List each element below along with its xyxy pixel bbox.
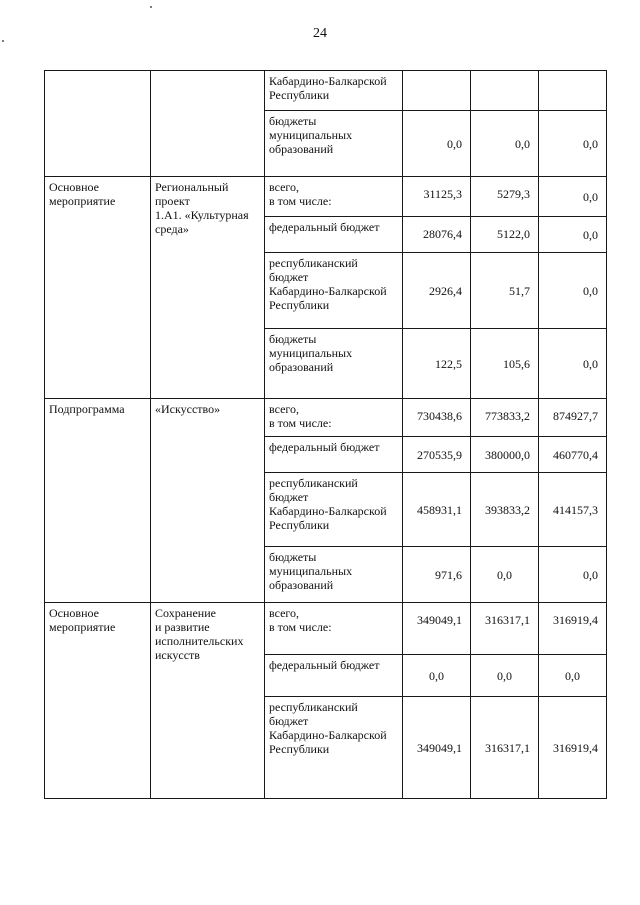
value-cell-year1: 971,6	[403, 547, 471, 603]
budget-table	[44, 70, 607, 799]
value-cell-year3: 0,0	[539, 111, 607, 177]
funding-source-cell: федеральный бюджет	[265, 655, 403, 697]
value-cell-year2: 0,0	[471, 111, 539, 177]
table-row	[45, 177, 607, 217]
table-row	[45, 603, 607, 655]
value-cell-year3: 0,0	[539, 547, 607, 603]
measure-name-cell: Региональный проект 1.А1. «Культурная среда»	[151, 177, 265, 399]
value-cell-year2: 393833,2	[471, 473, 539, 547]
funding-source-cell: бюджеты муниципальных образований	[265, 111, 403, 177]
value-cell-year3: 460770,4	[539, 437, 607, 473]
value-cell-year2: 0,0	[471, 655, 539, 697]
value-cell-year3: 0,0	[539, 217, 607, 253]
funding-source-cell: республиканский бюджет Кабардино-Балкарской Республики	[265, 253, 403, 329]
value-cell-year1	[403, 71, 471, 111]
value-cell-year1: 349049,1	[403, 603, 471, 655]
value-cell-year2: 5279,3	[471, 177, 539, 217]
value-cell-year2: 773833,2	[471, 399, 539, 437]
funding-source-cell: бюджеты муниципальных образований	[265, 329, 403, 399]
measure-type-cell: Основное мероприятие	[45, 603, 151, 799]
value-cell-year3: 0,0	[539, 329, 607, 399]
page-number: 24	[313, 26, 327, 41]
value-cell-year2	[471, 71, 539, 111]
value-cell-year1: 349049,1	[403, 697, 471, 799]
value-cell-year2: 316317,1	[471, 603, 539, 655]
value-cell-year1: 0,0	[403, 111, 471, 177]
funding-source-cell: республиканский бюджет Кабардино-Балкарской Республики	[265, 473, 403, 547]
value-cell-year1: 458931,1	[403, 473, 471, 547]
funding-source-cell: республиканский бюджет Кабардино-Балкарской Республики	[265, 697, 403, 799]
funding-source-cell: федеральный бюджет	[265, 437, 403, 473]
value-cell-year1: 270535,9	[403, 437, 471, 473]
value-cell-year2: 5122,0	[471, 217, 539, 253]
measure-type-cell: Подпрограмма	[45, 399, 151, 603]
table-row	[45, 71, 607, 111]
funding-source-cell: бюджеты муниципальных образований	[265, 547, 403, 603]
value-cell-year3: 316919,4	[539, 603, 607, 655]
funding-source-cell: всего, в том числе:	[265, 177, 403, 217]
measure-name-cell: «Искусство»	[151, 399, 265, 603]
measure-name-cell	[151, 71, 265, 177]
table-row	[45, 399, 607, 437]
value-cell-year1: 730438,6	[403, 399, 471, 437]
value-cell-year2: 51,7	[471, 253, 539, 329]
funding-source-cell: всего, в том числе:	[265, 399, 403, 437]
value-cell-year3: 0,0	[539, 177, 607, 217]
value-cell-year1: 28076,4	[403, 217, 471, 253]
value-cell-year2: 380000,0	[471, 437, 539, 473]
funding-source-cell: Кабардино-Балкарской Республики	[265, 71, 403, 111]
value-cell-year2: 316317,1	[471, 697, 539, 799]
value-cell-year1: 0,0	[403, 655, 471, 697]
value-cell-year2: 105,6	[471, 329, 539, 399]
measure-type-cell: Основное мероприятие	[45, 177, 151, 399]
value-cell-year1: 2926,4	[403, 253, 471, 329]
measure-type-cell	[45, 71, 151, 177]
value-cell-year1: 122,5	[403, 329, 471, 399]
measure-name-cell: Сохранение и развитие исполнительских искусств	[151, 603, 265, 799]
funding-source-cell: федеральный бюджет	[265, 217, 403, 253]
value-cell-year3	[539, 71, 607, 111]
value-cell-year2: 0,0	[471, 547, 539, 603]
value-cell-year3: 0,0	[539, 655, 607, 697]
value-cell-year3: 0,0	[539, 253, 607, 329]
value-cell-year1: 31125,3	[403, 177, 471, 217]
scan-artifact-dot	[2, 40, 4, 42]
value-cell-year3: 874927,7	[539, 399, 607, 437]
funding-source-cell: всего, в том числе:	[265, 603, 403, 655]
value-cell-year3: 414157,3	[539, 473, 607, 547]
scan-artifact-dot	[150, 6, 152, 8]
value-cell-year3: 316919,4	[539, 697, 607, 799]
